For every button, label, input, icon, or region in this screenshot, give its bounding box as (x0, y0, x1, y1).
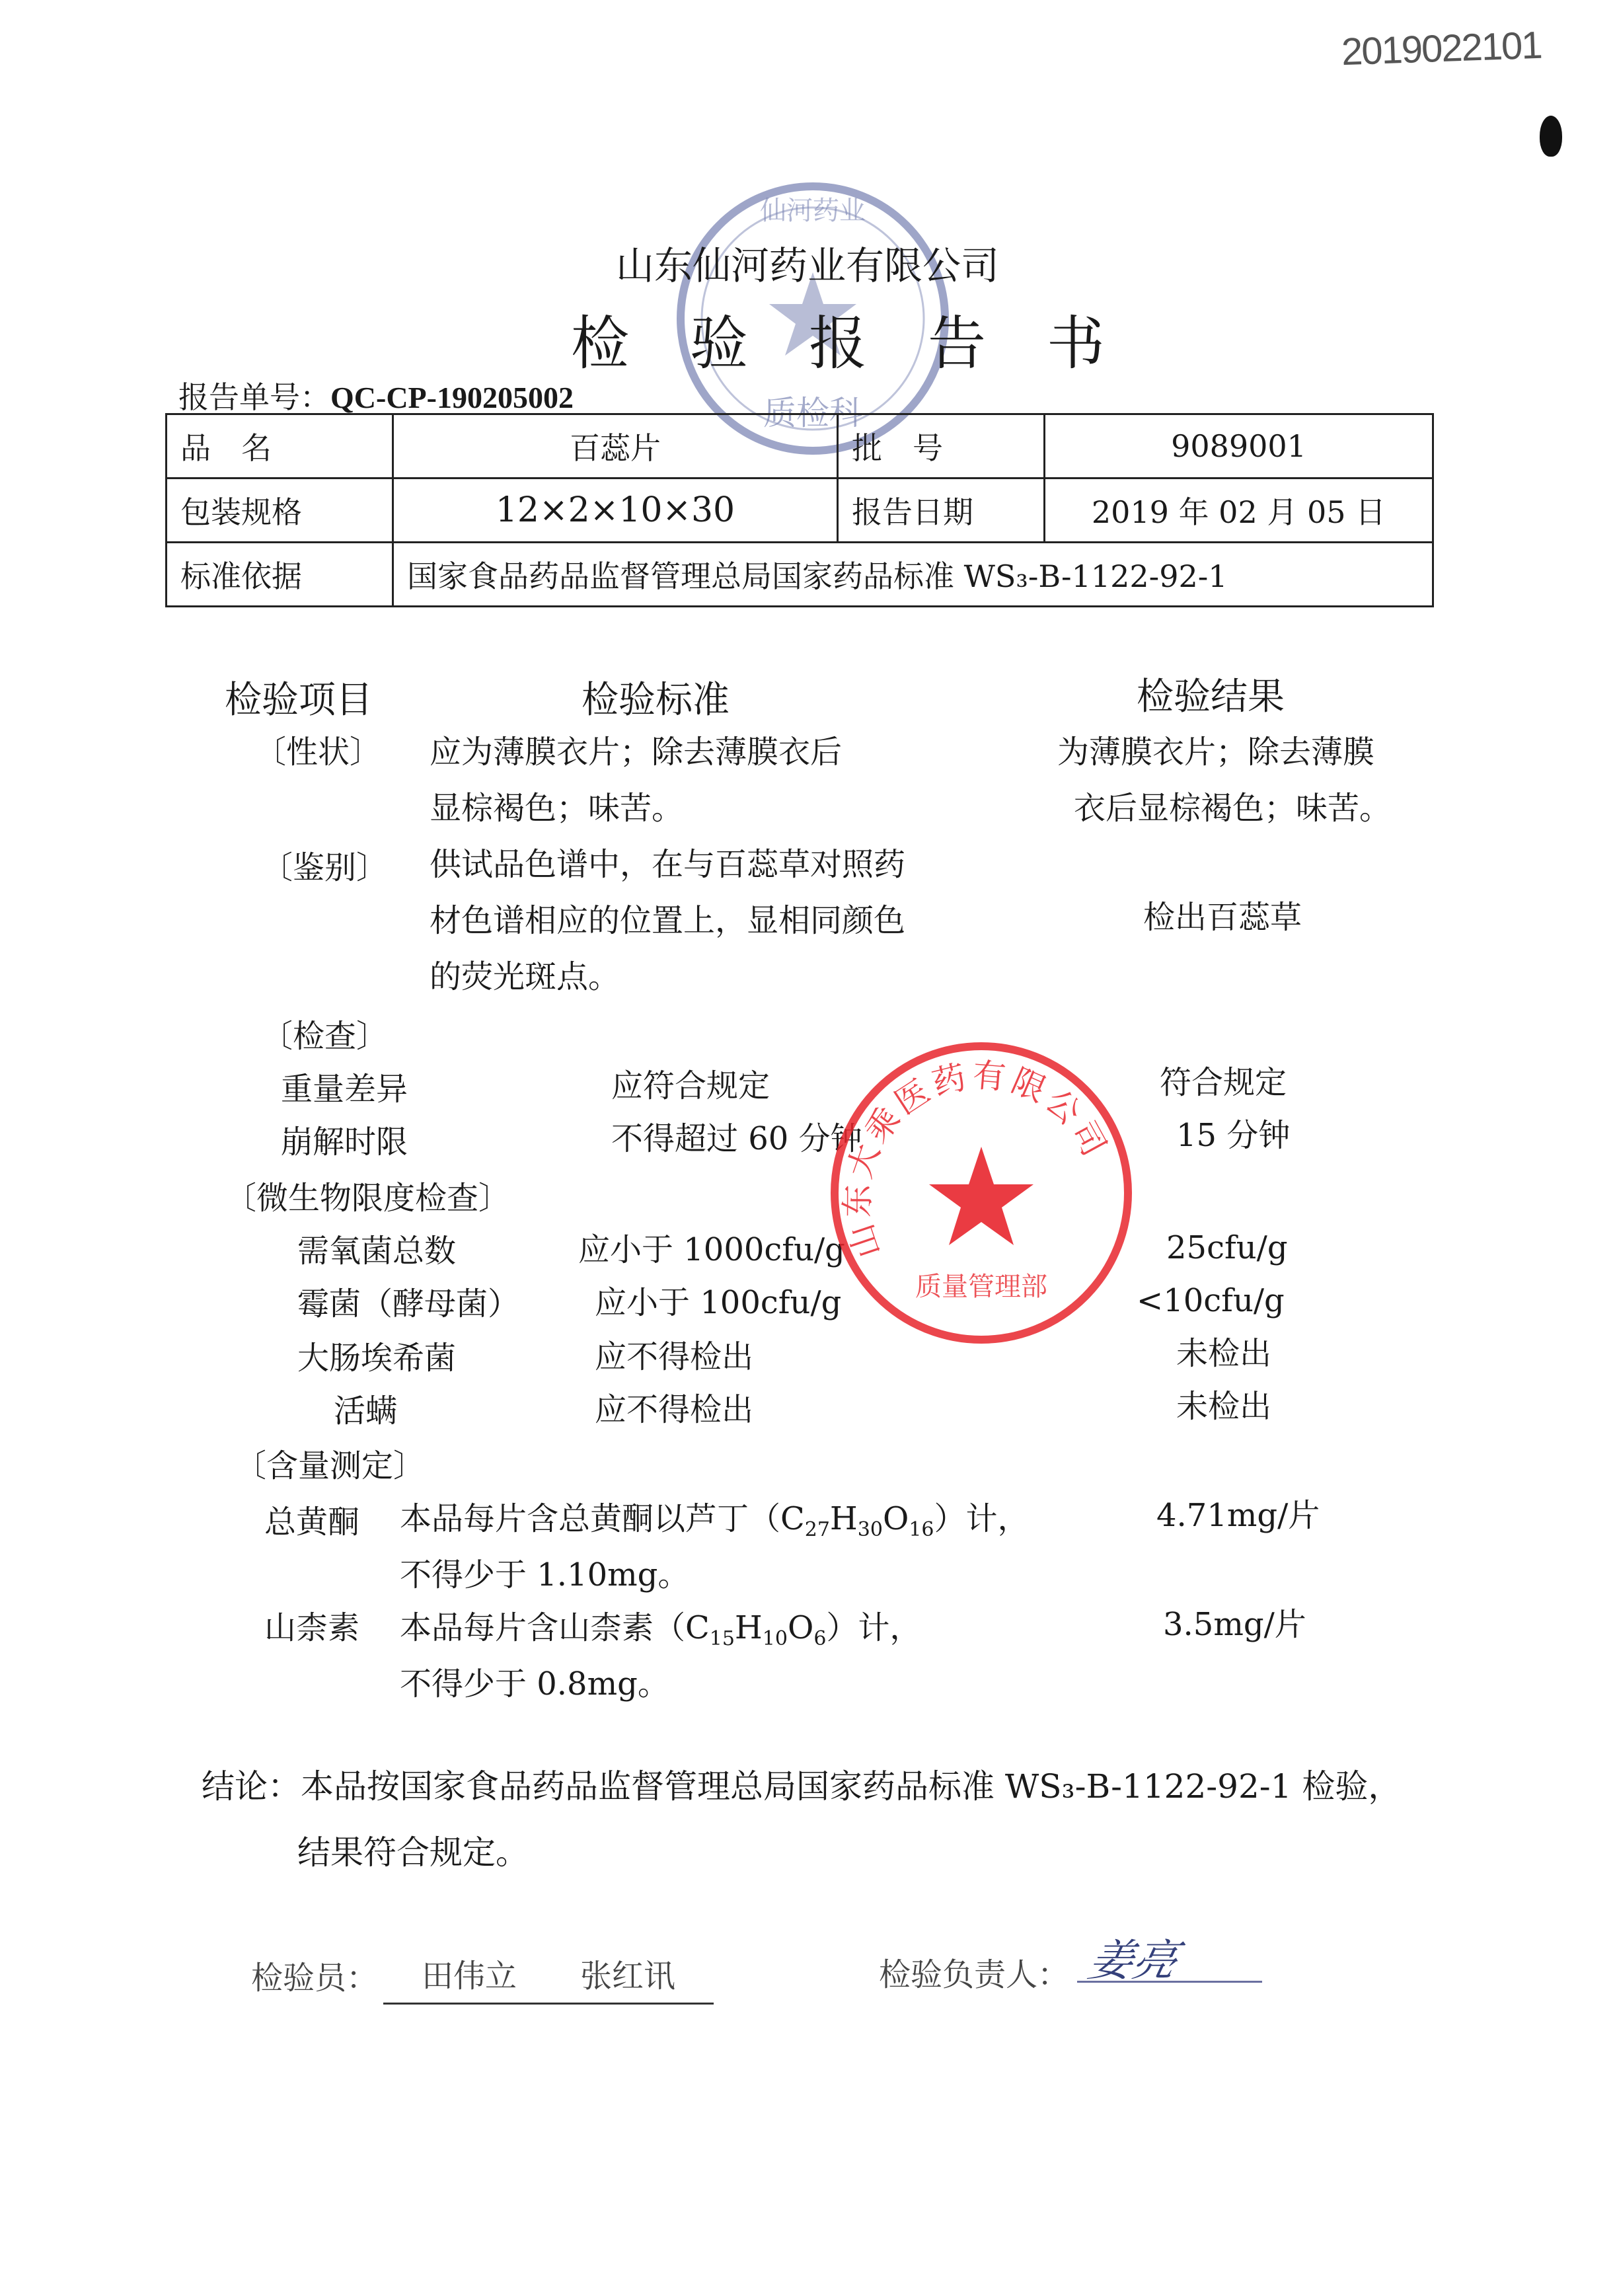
microbial-name: 需氧菌总数 (297, 1233, 457, 1270)
company-name: 山东仙河药业有限公司 (615, 243, 999, 288)
ink-blot (1540, 116, 1562, 157)
identification-std-2: 材色谱相应的位置上，显相同颜色 (430, 902, 906, 939)
info-table (165, 413, 1434, 607)
microbial-std: 应小于 100cfu/g (595, 1284, 842, 1321)
kaempferol-std-1: 本品每片含山柰素$(C_{15}H_{10}O_6)$计， (400, 1609, 922, 1650)
product-value: 百蕊片 (393, 414, 838, 478)
table-row (167, 543, 1433, 607)
inspection-std: 不得超过 60 分钟 (611, 1120, 862, 1157)
conclusion-line-2: 结果符合规定。 (297, 1833, 529, 1872)
report-number (178, 373, 574, 417)
microbial-std: 应小于 1000cfu/g (578, 1231, 845, 1268)
identification-result: 检出百蕊草 (1143, 899, 1302, 936)
assay-label: 〔含量测定〕 (235, 1447, 426, 1484)
appearance-std-1: 应为薄膜衣片；除去薄膜衣后 (430, 734, 843, 771)
date-label: 报告日期 (838, 478, 1045, 543)
appearance-label: 〔性状〕 (254, 734, 382, 771)
standard-label: 标准依据 (167, 543, 393, 607)
inspection-std: 应符合规定 (611, 1067, 770, 1104)
identification-std-3: 的荧光斑点。 (430, 958, 620, 995)
microbial-std: 应不得检出 (595, 1391, 754, 1428)
batch-value: 9089001 (1045, 414, 1433, 478)
appearance-result-1: 为薄膜衣片；除去薄膜 (1057, 734, 1375, 771)
microbial-std: 应不得检出 (595, 1338, 754, 1375)
microbial-result: 未检出 (1176, 1388, 1272, 1425)
inspection-label: 〔检查〕 (261, 1018, 389, 1055)
supervisor-label: 检验负责人： (879, 1956, 1070, 1993)
inspection-result: 15 分钟 (1176, 1117, 1291, 1154)
svg-text:山东大乘医药有限公司: 山东大乘医药有限公司 (838, 1055, 1115, 1263)
header-item: 检验项目 (225, 679, 373, 722)
microbial-result: <10cfu/g (1137, 1282, 1285, 1319)
conclusion-label: 结论： (202, 1767, 301, 1806)
product-label: 品 名 (167, 414, 393, 478)
kaempferol-name: 山柰素 (264, 1609, 360, 1646)
date-value: 2019 年 02 月 05 日 (1045, 478, 1433, 543)
microbial-name: 大肠埃希菌 (297, 1340, 457, 1377)
flavone-std-1: 本品每片含总黄酮以芦丁$(C_{27}H_{30}O_{16})$计， (400, 1500, 1030, 1541)
inspection-name: 重量差异 (281, 1071, 408, 1108)
supervisor-signature: 姜亮 (1084, 1935, 1182, 1986)
inspector-label: 检验员： (251, 1960, 379, 1997)
kaempferol-result: 3.5mg/片 (1163, 1606, 1306, 1643)
svg-text:仙河药业: 仙河药业 (760, 196, 866, 226)
header-standard: 检验标准 (582, 679, 730, 722)
microbial-name: 霉菌（酵母菌） (297, 1285, 520, 1322)
inspection-result: 符合规定 (1160, 1064, 1287, 1101)
report-number-value: QC-CP-190205002 (330, 381, 574, 414)
identification-std-1: 供试品色谱中，在与百蕊草对照药 (430, 846, 906, 883)
microbial-result: 25cfu/g (1166, 1229, 1288, 1266)
table-row (167, 414, 1433, 478)
batch-label: 批 号 (838, 414, 1045, 478)
handwritten-serial: 2019022101 (1340, 23, 1542, 74)
kaempferol-std-2: 不得少于 0.8mg。 (400, 1665, 669, 1703)
microbial-result: 未检出 (1176, 1335, 1272, 1372)
identification-label: 〔鉴别〕 (261, 849, 389, 886)
document-title: 检验报告书 (570, 309, 1166, 377)
microbial-label: 〔微生物限度检查〕 (225, 1180, 511, 1217)
conclusion-line-1: 结论：本品按国家食品药品监督管理总局国家药品标准 WS₃-B-1122-92-1 检验， (202, 1767, 1402, 1806)
svg-text:质检科: 质检科 (763, 394, 862, 432)
supervisor-signature-line (1077, 1935, 1262, 1986)
flavone-result: 4.71mg/片 (1156, 1497, 1320, 1534)
appearance-result-2: 衣后显棕褐色；味苦。 (1074, 790, 1392, 827)
report-number-label: 报告单号： (178, 379, 330, 415)
table-row (167, 478, 1433, 543)
red-company-stamp (823, 1034, 1140, 1352)
flavone-std-2: 不得少于 1.10mg。 (400, 1556, 690, 1593)
flavone-name: 总黄酮 (264, 1504, 360, 1541)
header-result: 检验结果 (1137, 675, 1285, 718)
appearance-std-2: 显棕褐色；味苦。 (430, 790, 684, 827)
spec-value: 12×2×10×30 (393, 478, 838, 543)
microbial-name: 活螨 (334, 1393, 398, 1430)
standard-value: 国家食品药品监督管理总局国家药品标准 WS₃-B-1122-92-1 (393, 543, 1433, 607)
svg-text:质量管理部: 质量管理部 (915, 1272, 1047, 1302)
inspection-name: 崩解时限 (281, 1124, 408, 1161)
spec-label: 包装规格 (167, 478, 393, 543)
inspector-names: 田伟立 张红讯 (383, 1950, 714, 2005)
